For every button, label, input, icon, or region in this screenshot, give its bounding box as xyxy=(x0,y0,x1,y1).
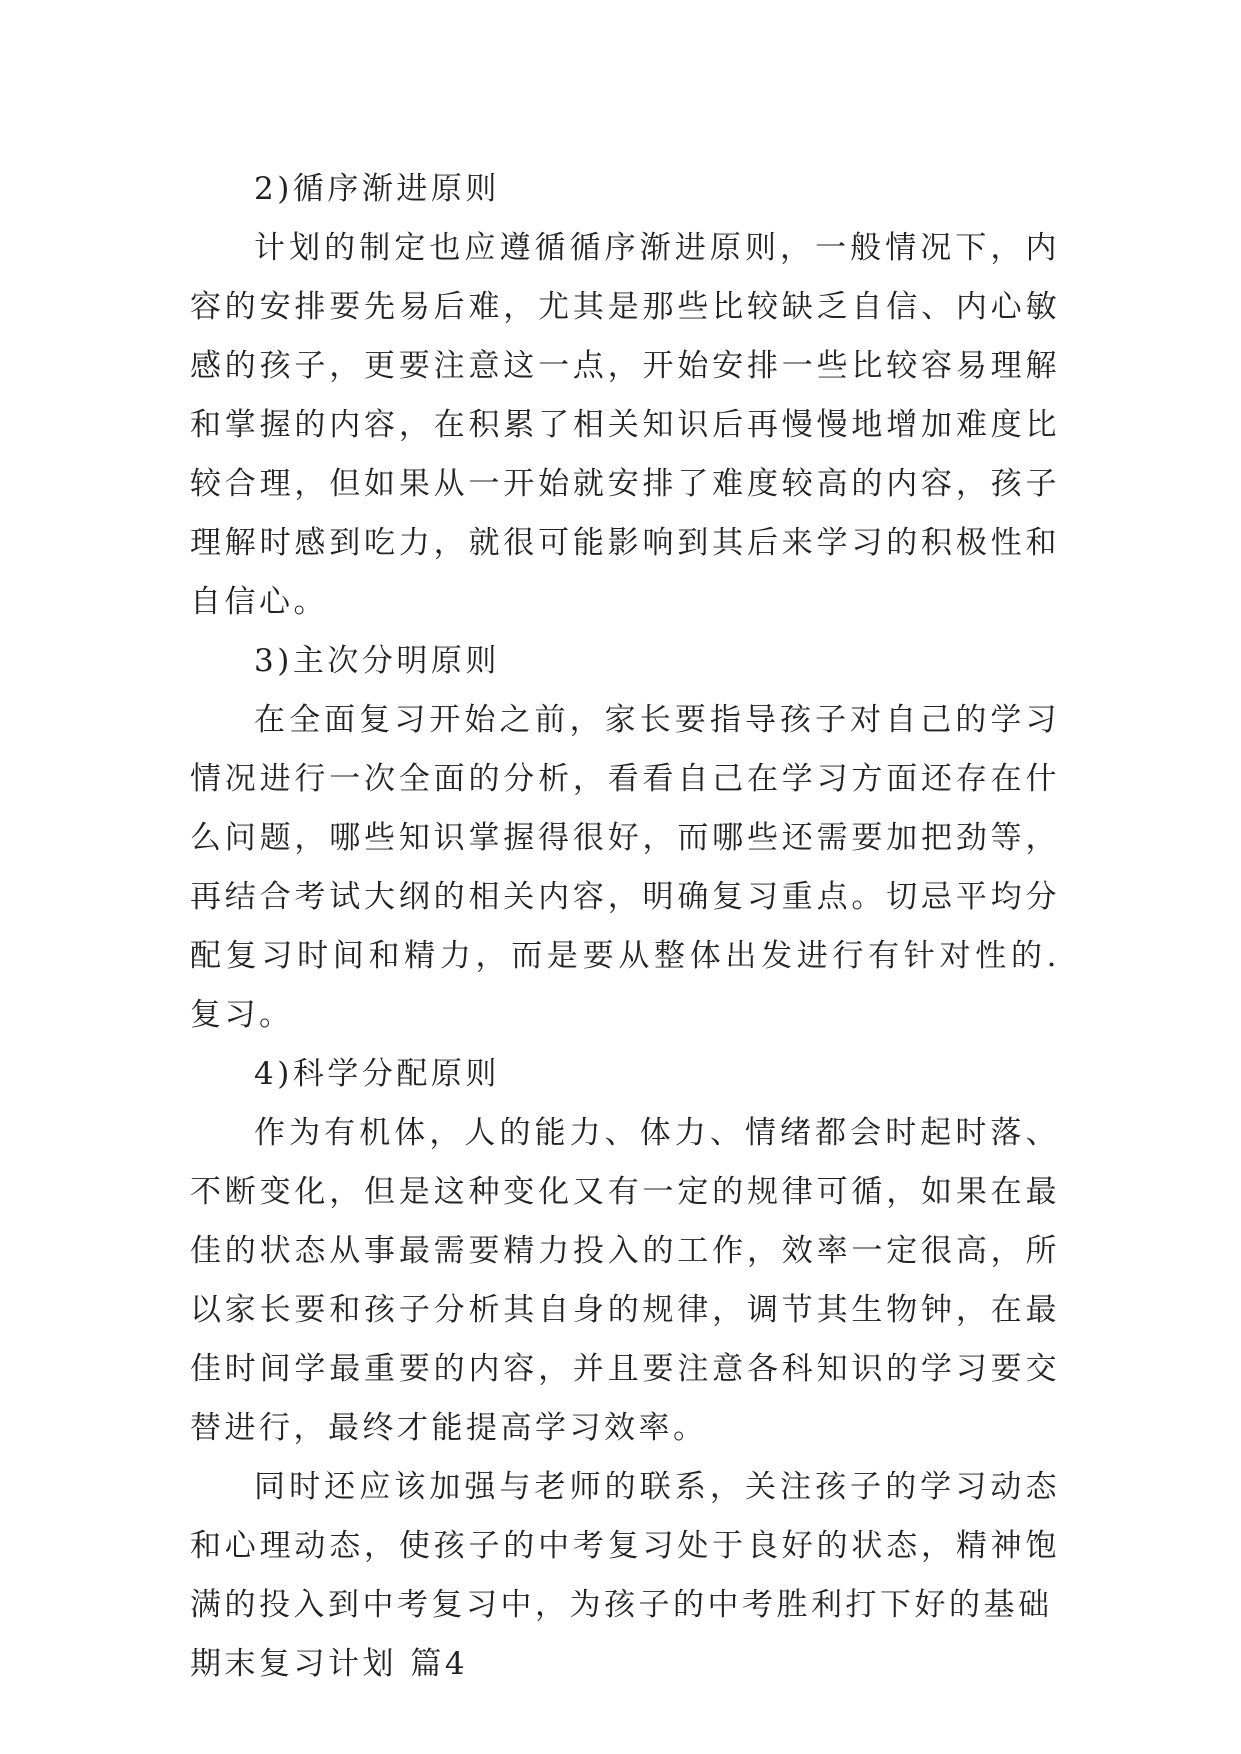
paragraph-teacher-contact: 同时还应该加强与老师的联系，关注孩子的学习动态和心理动态，使孩子的中考复习处于良好的状态，精神饱满的投入到中考复习中，为孩子的中考胜利打下好的基础 xyxy=(190,1469,1060,1623)
heading-priority-principle: 3)主次分明原则 xyxy=(254,643,500,679)
document-body xyxy=(190,160,1060,1694)
paragraph-priority-principle: 在全面复习开始之前，家长要指导孩子对自己的学习情况进行一次全面的分析，看看自己在学习方面还存在什么问题，哪些知识掌握得很好，而哪些还需要加把劲等，再结合考试大纲的相关内容，明确复习重点。切忌平均分配复习时间和精力，而是要从整体出发进行有针对性的.复习。 xyxy=(190,702,1060,1033)
paragraph-scientific-principle: 作为有机体，人的能力、体力、情绪都会时起时落、不断变化，但是这种变化又有一定的规律可循，如果在最佳的状态从事最需要精力投入的工作，效率一定很高，所以家长要和孩子分析其自身的规律，调节其生物钟，在最佳时间学最重要的内容，并且要注意各科知识的学习要交替进行，最终才能提高学习效率。 xyxy=(190,1115,1060,1446)
section-title-plan-4: 期末复习计划 篇4 xyxy=(190,1646,469,1682)
paragraph-gradual-principle: 计划的制定也应遵循循序渐进原则，一般情况下，内容的安排要先易后难，尤其是那些比较缺乏自信、内心敏感的孩子，更要注意这一点，开始安排一些比较容易理解和掌握的内容，在积累了相关知识后再慢慢地增加难度比较合理，但如果从一开始就安排了难度较高的内容，孩子理解时感到吃力，就很可能影响到其后来学习的积极性和自信心。 xyxy=(190,230,1060,620)
heading-scientific-principle: 4)科学分配原则 xyxy=(254,1056,500,1092)
heading-gradual-principle: 2)循序渐进原则 xyxy=(254,171,500,207)
